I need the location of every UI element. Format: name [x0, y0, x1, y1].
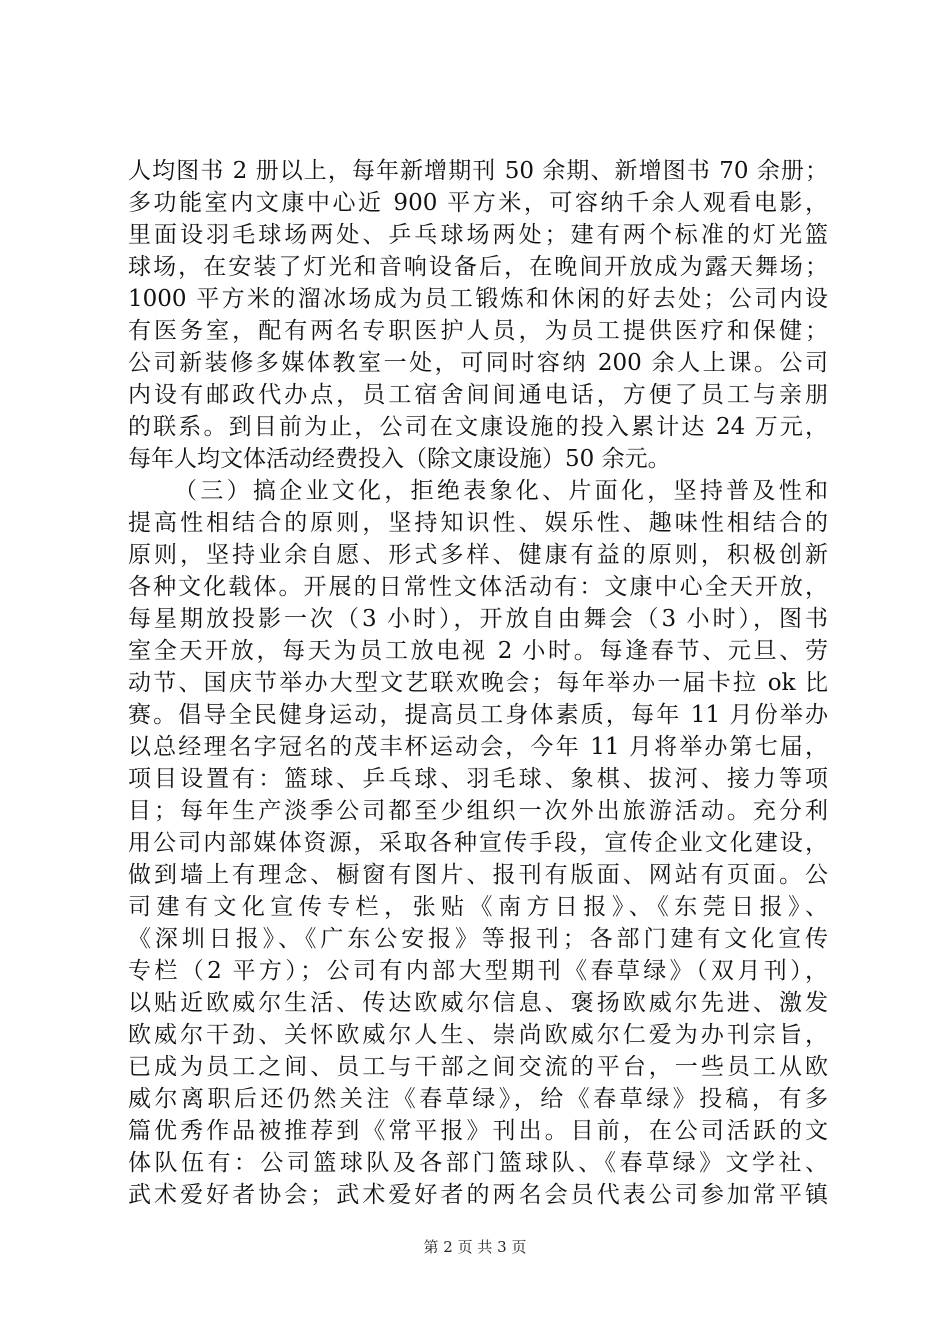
text-line: 内设有邮政代办点，员工宿舍间间通电话，方便了员工与亲朋: [128, 382, 828, 408]
text-line: 球场，在安装了灯光和音响设备后，在晚间开放成为露天舞场；: [128, 254, 828, 280]
text-line: 多功能室内文康中心近 900 平方米，可容纳千余人观看电影，: [128, 190, 828, 216]
paragraph-1: [128, 155, 828, 475]
text-line: 原则，坚持业余自愿、形式多样、健康有益的原则，积极创新: [128, 542, 828, 568]
text-line: （三）搞企业文化，拒绝表象化、片面化，坚持普及性和: [174, 478, 828, 504]
text-line: 人均图书 2 册以上，每年新增期刊 50 余期、新增图书 70 余册；: [128, 158, 828, 184]
text-line: 体队伍有：公司篮球队及各部门篮球队、《春草绿》文学社、: [128, 1150, 828, 1176]
paragraph-2: [128, 475, 828, 1211]
text-line: 以贴近欧威尔生活、传达欧威尔信息、褒扬欧威尔先进、激发: [128, 990, 828, 1016]
text-line: 有医务室，配有两名专职医护人员，为员工提供医疗和保健；: [128, 318, 828, 344]
text-line: 动节、国庆节举办大型文艺联欢晚会；每年举办一届卡拉 ok 比: [128, 670, 828, 696]
text-line: 做到墙上有理念、橱窗有图片、报刊有版面、网站有页面。公: [128, 862, 828, 888]
text-line: 用公司内部媒体资源，采取各种宣传手段，宣传企业文化建设，: [128, 830, 828, 856]
text-line: 篇优秀作品被推荐到《常平报》刊出。目前，在公司活跃的文: [128, 1118, 828, 1144]
text-line: 里面设羽毛球场两处、乒乓球场两处；建有两个标准的灯光篮: [128, 222, 828, 248]
text-line: 已成为员工之间、员工与干部之间交流的平台，一些员工从欧: [128, 1054, 828, 1080]
text-line: 专栏（2 平方）；公司有内部大型期刊《春草绿》（双月刊），: [128, 958, 828, 984]
text-line: 公司新装修多媒体教室一处，可同时容纳 200 余人上课。公司: [128, 350, 828, 376]
text-line: 欧威尔干劲、关怀欧威尔人生、崇尚欧威尔仁爱为办刊宗旨，: [128, 1022, 828, 1048]
text-line: 每年人均文体活动经费投入（除文康设施）50 余元。: [128, 446, 671, 472]
page-footer: 第 2 页 共 3 页: [423, 1238, 527, 1256]
text-line: 各种文化载体。开展的日常性文体活动有：文康中心全天开放，: [128, 574, 828, 600]
text-line: 《深圳日报》、《广东公安报》等报刊；各部门建有文化宣传: [128, 926, 828, 952]
text-line: 的联系。到目前为止，公司在文康设施的投入累计达 24 万元，: [128, 414, 828, 440]
text-line: 1000 平方米的溜冰场成为员工锻炼和休闲的好去处；公司内设: [128, 286, 828, 312]
text-line: 项目设置有：篮球、乒乓球、羽毛球、象棋、拔河、接力等项: [128, 766, 828, 792]
text-line: 威尔离职后还仍然关注《春草绿》，给《春草绿》投稿，有多: [128, 1086, 828, 1112]
text-line: 以总经理名字冠名的茂丰杯运动会，今年 11 月将举办第七届，: [128, 734, 828, 760]
text-line: 赛。倡导全民健身运动，提高员工身体素质，每年 11 月份举办: [128, 702, 828, 728]
text-line: 目；每年生产淡季公司都至少组织一次外出旅游活动。充分利: [128, 798, 828, 824]
text-line: 每星期放投影一次（3 小时），开放自由舞会（3 小时），图书: [128, 606, 828, 632]
body-text: [128, 155, 828, 1211]
text-line: 司建有文化宣传专栏，张贴《南方日报》、《东莞日报》、: [128, 894, 828, 920]
text-line: 武术爱好者协会；武术爱好者的两名会员代表公司参加常平镇: [128, 1182, 828, 1208]
text-line: 提高性相结合的原则，坚持知识性、娱乐性、趣味性相结合的: [128, 510, 828, 536]
text-line: 室全天开放，每天为员工放电视 2 小时。每逢春节、元旦、劳: [128, 638, 828, 664]
